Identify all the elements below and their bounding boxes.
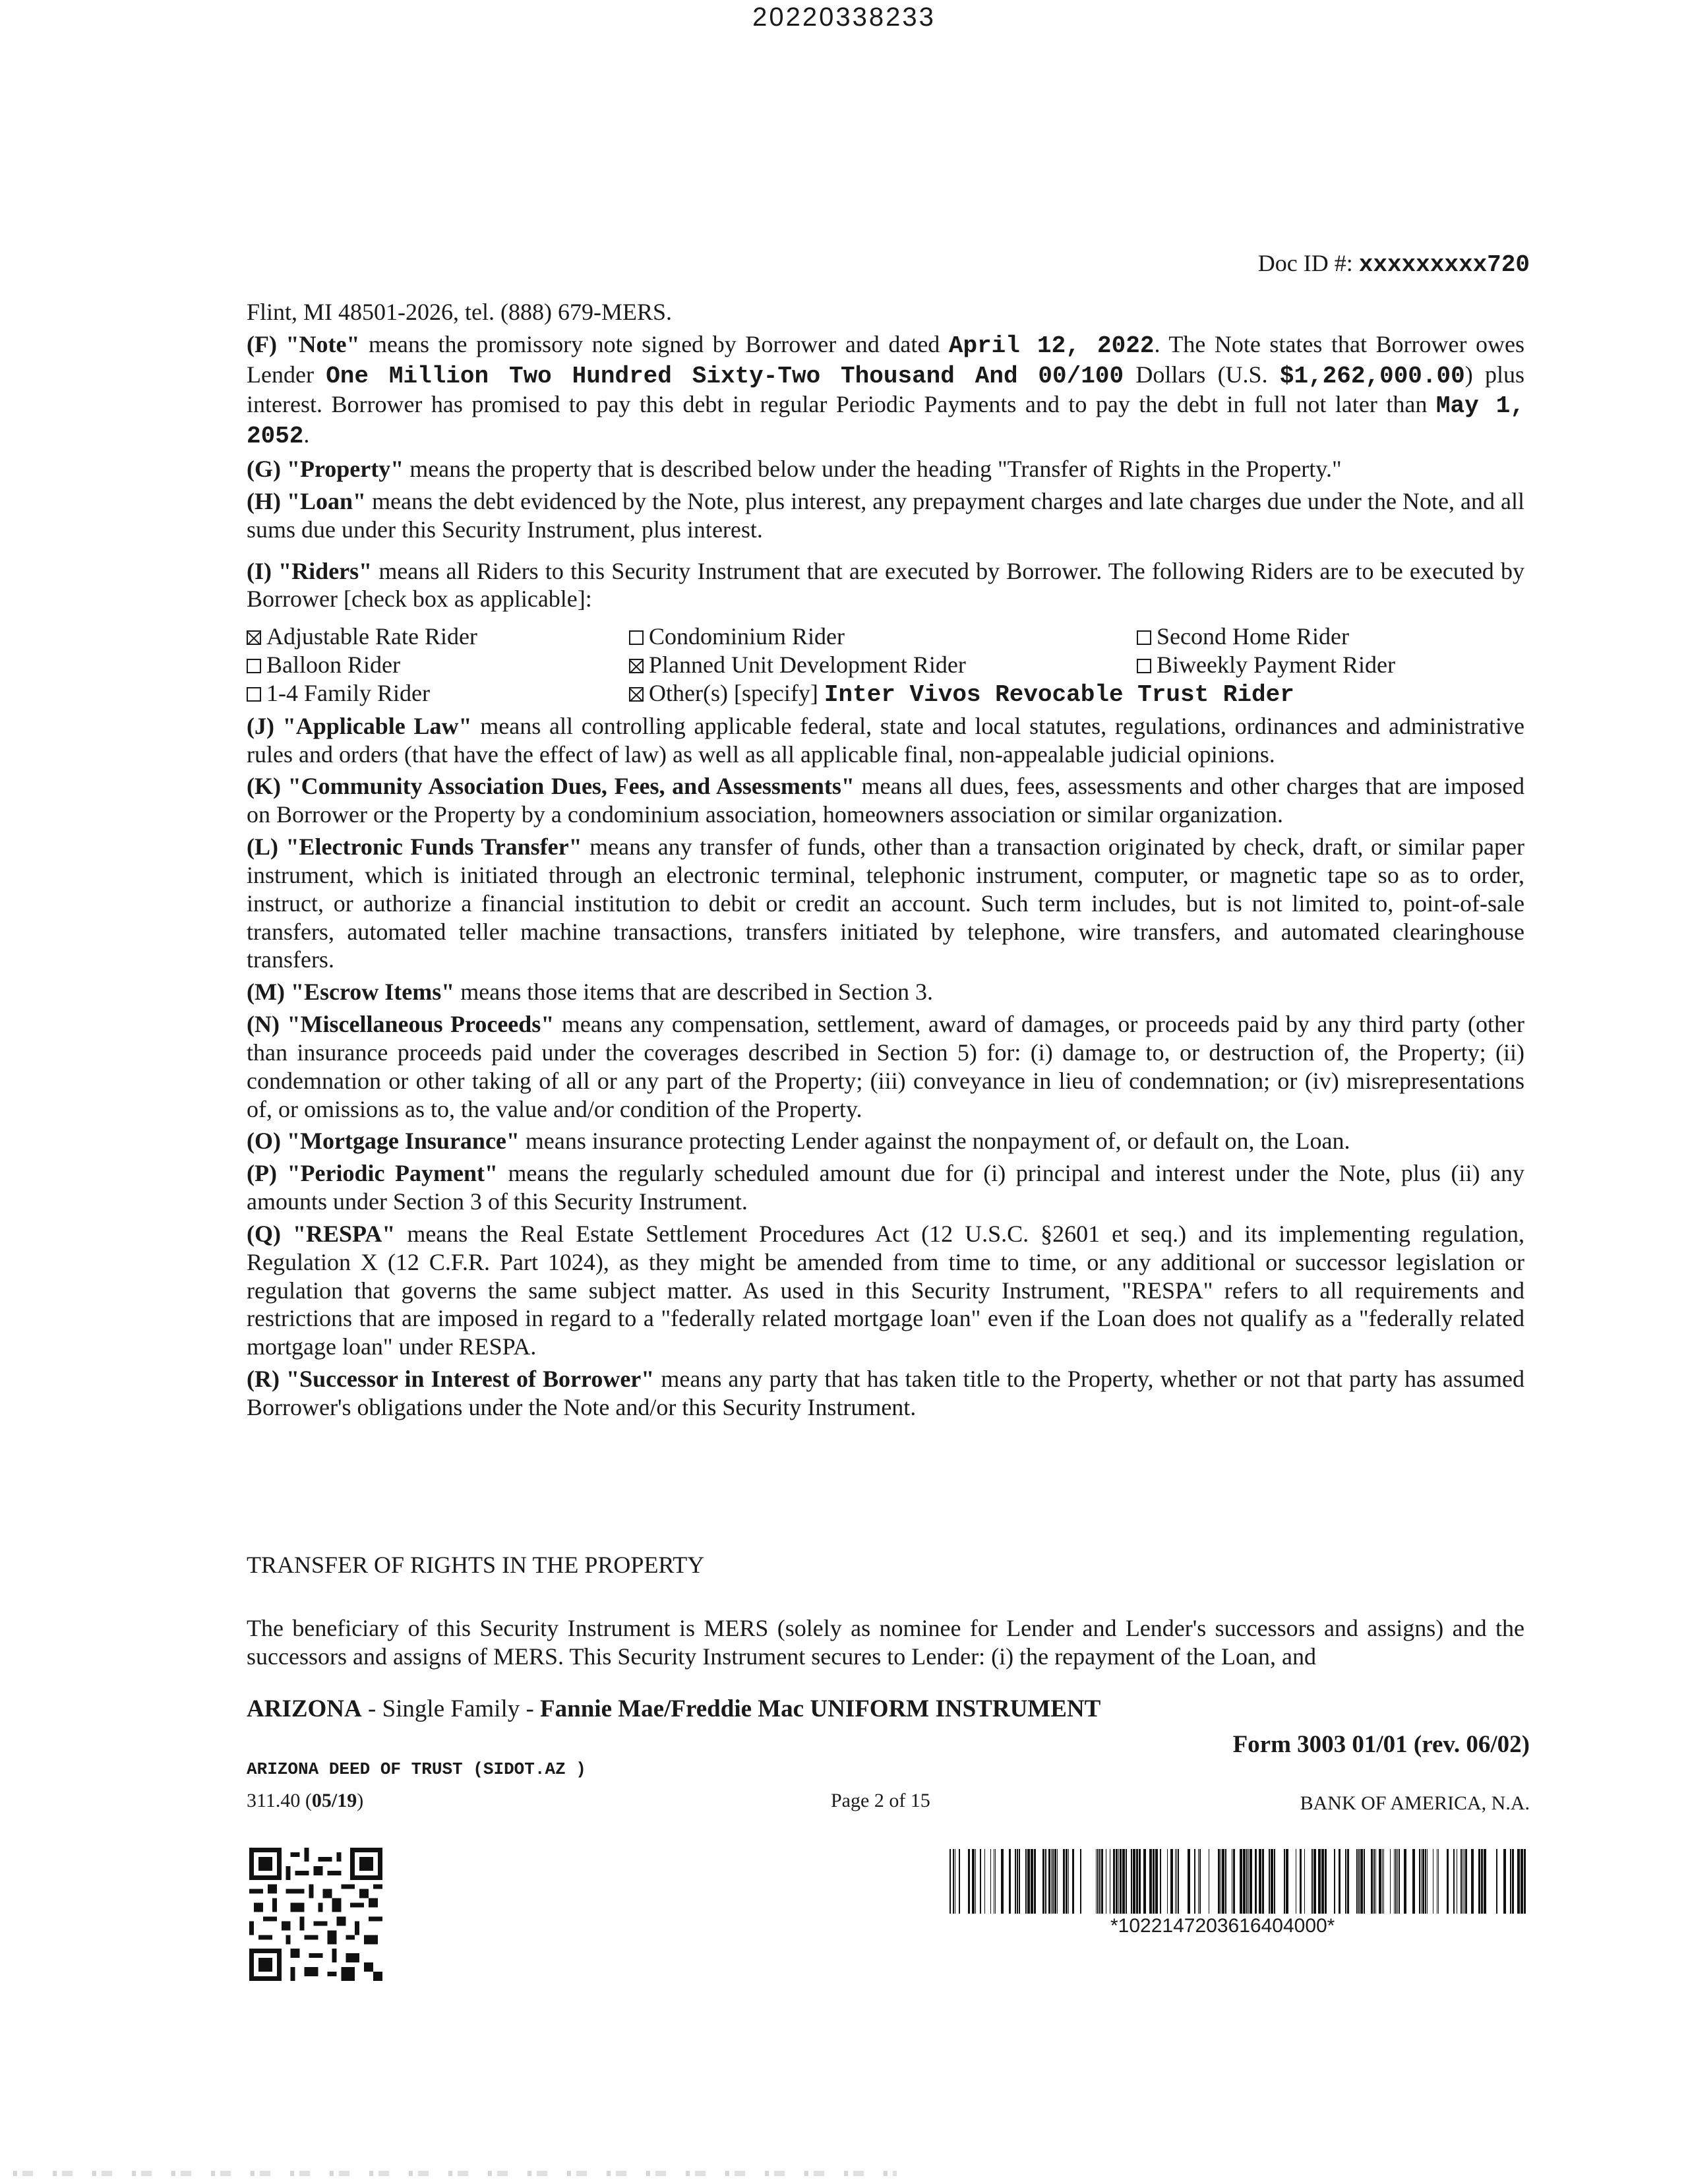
barcode-bar <box>1194 1849 1195 1914</box>
barcode-bar <box>1318 1849 1321 1914</box>
barcode-bar <box>1240 1849 1242 1914</box>
rider-label: Biweekly Payment Rider <box>1157 652 1395 679</box>
barcode-bar <box>1465 1849 1467 1914</box>
barcode-bar <box>1045 1849 1046 1914</box>
barcode-bar <box>1382 1849 1383 1914</box>
barcode-bar <box>1218 1849 1220 1914</box>
form-sep: - Single Family - <box>361 1695 541 1722</box>
barcode-bar <box>1478 1849 1480 1914</box>
barcode-bar <box>1160 1849 1161 1914</box>
barcode-bar <box>1517 1849 1520 1914</box>
barcode-bar <box>1176 1849 1177 1914</box>
checkbox-icon[interactable] <box>1137 630 1151 645</box>
checkbox-icon[interactable] <box>247 659 261 673</box>
form-code-rev: 05/19 <box>311 1790 357 1811</box>
barcode-bar <box>1255 1849 1257 1914</box>
qr-code-icon <box>249 1848 382 1981</box>
barcode-bar <box>1051 1849 1052 1914</box>
barcode-bar <box>1371 1849 1373 1914</box>
barcode-bar <box>1126 1849 1127 1914</box>
note-date: April 12, 2022 <box>948 332 1155 359</box>
barcode-bar <box>975 1849 976 1914</box>
checkbox-icon[interactable] <box>247 630 261 645</box>
barcode-bar <box>1116 1849 1118 1914</box>
riders-checklist <box>247 622 1524 709</box>
barcode-bar <box>1313 1849 1316 1914</box>
definition-m <box>247 978 1524 1006</box>
barcode-bar <box>1311 1849 1313 1914</box>
term-riders: (I) "Riders" <box>247 557 373 584</box>
barcode-bar <box>968 1849 970 1914</box>
barcode-bar <box>1274 1849 1275 1914</box>
barcode-bar <box>1199 1849 1201 1914</box>
barcode-bar <box>1246 1849 1248 1914</box>
rider-condominium <box>629 622 1137 651</box>
barcode-bar <box>1153 1849 1155 1914</box>
barcode-bar <box>1383 1849 1384 1914</box>
term-miscellaneous-proceeds: (N) "Miscellaneous Proceeds" <box>247 1011 555 1038</box>
barcode-bar <box>1068 1849 1069 1914</box>
rider-other-value: Inter Vivos Revocable Trust Rider <box>824 681 1294 708</box>
barcode-bar <box>1048 1849 1050 1914</box>
barcode-bar <box>1447 1849 1449 1914</box>
loan-amount: $1,262,000.00 <box>1279 362 1465 390</box>
rider-balloon <box>247 651 629 679</box>
barcode-bar <box>1395 1849 1397 1914</box>
barcode-bar <box>1364 1849 1365 1914</box>
rider-label: Balloon Rider <box>266 652 400 679</box>
barcode-bar <box>1347 1849 1349 1914</box>
barcode-bar <box>1524 1849 1526 1914</box>
barcode-bar <box>1438 1849 1439 1914</box>
barcode-bar <box>1248 1849 1249 1914</box>
definition-r <box>247 1365 1524 1422</box>
form-code-prefix: 311.40 ( <box>247 1790 312 1811</box>
barcode-bar <box>1510 1849 1511 1914</box>
barcode-bar <box>1397 1849 1398 1914</box>
checkbox-icon[interactable] <box>629 687 644 702</box>
term-note: (F) "Note" <box>247 330 360 357</box>
barcode-bar <box>1009 1849 1011 1914</box>
term-escrow-items: (M) "Escrow Items" <box>247 979 455 1006</box>
term-periodic-payment: (P) "Periodic Payment" <box>247 1160 498 1187</box>
form-state: ARIZONA <box>247 1695 362 1722</box>
barcode-bar <box>1131 1849 1132 1914</box>
barcode-number: *1022147203616404000* <box>1110 1915 1335 1937</box>
barcode-bar <box>1339 1849 1341 1914</box>
barcode-bar <box>990 1849 991 1914</box>
barcode-bar <box>1358 1849 1360 1914</box>
definition-h-text: means the debt evidenced by the Note, plus interest, any prepayment charges and late charges due under the Note, and all sums due under this Security Instrument, plus interest. <box>247 487 1524 543</box>
barcode-bar <box>1198 1849 1199 1914</box>
term-electronic-funds-transfer: (L) "Electronic Funds Transfer" <box>247 834 582 861</box>
barcode-bar <box>1394 1849 1395 1914</box>
term-applicable-law: (J) "Applicable Law" <box>247 712 472 739</box>
checkbox-icon[interactable] <box>247 687 261 702</box>
barcode-bar <box>1284 1849 1285 1914</box>
barcode-bar <box>1057 1849 1058 1914</box>
barcode-bar <box>1356 1849 1358 1914</box>
barcode-bar <box>1419 1849 1420 1914</box>
term-property: (G) "Property" <box>247 456 404 483</box>
rider-pud <box>629 651 1137 679</box>
definition-p <box>247 1159 1524 1216</box>
term-community-association: (K) "Community Association Dues, Fees, and Assessments" <box>247 773 855 800</box>
rider-label: Second Home Rider <box>1157 623 1349 650</box>
definition-m-text: means those items that are described in Section 3. <box>454 979 934 1006</box>
barcode-bar <box>1512 1849 1514 1914</box>
barcode-bar <box>1120 1849 1122 1914</box>
barcode-bar <box>1345 1849 1346 1914</box>
barcode-bar <box>1052 1849 1054 1914</box>
barcode-bar <box>1422 1849 1424 1914</box>
barcode-bar <box>950 1849 951 1914</box>
barcode-bar <box>1099 1849 1100 1914</box>
barcode-bar <box>1325 1849 1327 1914</box>
definition-j-text: means all controlling applicable federal, state and local statutes, regulations, ordinances and administrative rules and orders (that have the effect of law) as well as all applicable final, non-appealable judicial opinions. <box>247 712 1524 768</box>
barcode-bar <box>1143 1849 1146 1914</box>
barcode-bar <box>1484 1849 1486 1914</box>
barcode-bar <box>1399 1849 1400 1914</box>
barcode-bar <box>1034 1849 1036 1914</box>
loan-amount-words: One Million Two Hundred Sixty-Two Thousand And 00/100 <box>326 362 1124 390</box>
barcode-bar <box>1304 1849 1305 1914</box>
barcode-bar <box>1461 1849 1462 1914</box>
doc-id-value: xxxxxxxxx720 <box>1358 251 1530 278</box>
barcode-bar <box>1233 1849 1235 1914</box>
barcode-bar <box>1360 1849 1363 1914</box>
barcode-bar <box>953 1849 954 1914</box>
definition-f-text-4: ) plus interest. Borrower has promised to pay this debt in regular Periodic Payments and to pay the debt in full not later than <box>247 361 1524 418</box>
barcode-bar <box>959 1849 960 1914</box>
definition-l <box>247 833 1524 974</box>
definition-h <box>247 487 1524 544</box>
barcode-bar <box>1300 1849 1302 1914</box>
barcode-bar <box>1496 1849 1497 1914</box>
barcode-bar <box>1019 1849 1020 1914</box>
barcode-bar <box>1503 1849 1506 1914</box>
barcode-bar <box>1286 1849 1288 1914</box>
rider-label: Other(s) [specify] <box>649 679 818 706</box>
definition-l-text: means any transfer of funds, other than a transaction originated by check, draft, or similar paper instrument, which is initiated through an electronic terminal, telephonic instrument, computer, or magnetic tape so as to order, instruct, or authorize a financial institution to debit or credit an account. Such term includes, but is not limited to, point-of-sale transfers, automated teller machine transactions, transfers initiated by telephone, wire transfers, and automated clearinghouse transfers. <box>247 834 1524 973</box>
barcode-bar <box>1072 1849 1074 1914</box>
doc-id <box>1258 249 1530 278</box>
rider-biweekly <box>1137 651 1524 679</box>
checkbox-icon[interactable] <box>629 659 644 673</box>
barcode-bar <box>1412 1849 1415 1914</box>
definition-g <box>247 455 1524 483</box>
checkbox-icon[interactable] <box>1137 659 1151 673</box>
definition-r-text: means any party that has taken title to the Property, whether or not that party has assumed Borrower's obligations under the Note and/or this Security Instrument. <box>247 1365 1524 1420</box>
bank-name: BANK OF AMERICA, N.A. <box>1300 1792 1530 1814</box>
barcode-bar <box>1373 1849 1375 1914</box>
barcode-bar <box>1243 1849 1246 1914</box>
barcode-bar <box>1066 1849 1068 1914</box>
intro-line: Flint, MI 48501-2026, tel. (888) 679-MERS. <box>247 299 672 325</box>
barcode-bar <box>1259 1849 1261 1914</box>
barcode-bars <box>950 1849 1527 1914</box>
definition-j <box>247 712 1524 769</box>
form-code-end: ) <box>357 1790 364 1811</box>
definition-k-text: means all dues, fees, assessments and other charges that are imposed on Borrower or the Property by a condominium association, homeowners association or similar organization. <box>247 773 1524 828</box>
barcode-bar <box>1427 1849 1428 1914</box>
term-loan: (H) "Loan" <box>247 487 367 514</box>
barcode-bar <box>1379 1849 1381 1914</box>
barcode-bar <box>1481 1849 1483 1914</box>
barcode-bar <box>1334 1849 1335 1914</box>
barcode-bar <box>1080 1849 1081 1914</box>
form-name: Fannie Mae/Freddie Mac UNIFORM INSTRUMENT <box>540 1695 1101 1722</box>
barcode-bar <box>1118 1849 1119 1914</box>
definition-o <box>247 1127 1524 1155</box>
rider-adjustable-rate <box>247 622 629 651</box>
barcode-bar <box>1250 1849 1252 1914</box>
definition-i-text: means all Riders to this Security Instrument that are executed by Borrower. The following Riders are to be executed by Borrower [check box as applicable]: <box>247 557 1524 613</box>
definition-n-text: means any compensation, settlement, award of damages, or proceeds paid by any third party (other than insurance proceeds paid under the coverages described in Section 5) for: (i) damage to, or destruction of, the Property; (ii) condemnation or other taking of all or any part of the Property; (iii) conveyance in lieu of condemnation; or (iv) misrepresentations of, or omissions as to, the value and/or condition of the Property. <box>247 1011 1525 1122</box>
barcode-bar <box>1139 1849 1141 1914</box>
barcode-bar <box>1425 1849 1426 1914</box>
barcode-bar <box>1271 1849 1273 1914</box>
maturity-date: May 1, 2052 <box>247 392 1524 450</box>
definition-q-text: means the Real Estate Settlement Procedures Act (12 U.S.C. §2601 et seq.) and its implementing regulation, Regulation X (12 C.F.R. Part 1024), as they might be amended from time to time, or any additional or successor legislation or regulation that governs the same subject matter. As used in this Security Instrument, "RESPA" refers to all requirements and restrictions that are imposed in regard to a "federally related mortgage loan" even if the Loan does not qualify as a "federally related mortgage loan" under RESPA. <box>247 1220 1524 1360</box>
barcode-bar <box>1375 1849 1376 1914</box>
barcode-bar <box>1390 1849 1391 1914</box>
form-code <box>247 1790 363 1812</box>
rider-label: 1-4 Family Rider <box>266 679 430 706</box>
form-line <box>247 1695 1100 1723</box>
definitions-body <box>247 298 1524 1426</box>
barcode-bar <box>1122 1849 1125 1914</box>
recording-number: 20220338233 <box>752 3 936 32</box>
barcode-bar <box>1113 1849 1115 1914</box>
rider-label: Condominium Rider <box>649 623 845 650</box>
barcode-bar <box>1101 1849 1103 1914</box>
page-number: Page 2 of 15 <box>831 1790 930 1811</box>
barcode-bar <box>1471 1849 1474 1914</box>
barcode-bar <box>1054 1849 1056 1914</box>
definition-g-text: means the property that is described below under the heading "Transfer of Rights in the Property." <box>404 456 1342 483</box>
checkbox-icon[interactable] <box>629 630 644 645</box>
rider-second-home <box>1137 622 1524 651</box>
definition-f-text-3: Dollars (U.S. <box>1124 361 1280 388</box>
barcode-bar <box>1133 1849 1135 1914</box>
barcode-bar <box>1404 1849 1406 1914</box>
barcode-bar <box>1167 1849 1168 1914</box>
barcode-bar <box>1017 1849 1018 1914</box>
barcode-bar <box>1149 1849 1152 1914</box>
rider-label: Adjustable Rate Rider <box>266 623 477 650</box>
barcode-bar <box>1262 1849 1264 1914</box>
definition-p-text: means the regularly scheduled amount due for (i) principal and interest under the Note, plus (ii) any amounts under Section 3 of this Security Instrument. <box>247 1160 1525 1215</box>
barcode-bar <box>1321 1849 1324 1914</box>
definition-f <box>247 330 1524 451</box>
barcode-bar <box>980 1849 981 1914</box>
barcode-bar <box>1178 1849 1179 1914</box>
transfer-heading: TRANSFER OF RIGHTS IN THE PROPERTY <box>247 1552 705 1578</box>
barcode-bar <box>995 1849 996 1914</box>
barcode-bar <box>1027 1849 1030 1914</box>
barcode-bar <box>972 1849 975 1914</box>
term-respa: (Q) "RESPA" <box>247 1220 396 1247</box>
barcode-bar <box>1155 1849 1158 1914</box>
doc-id-label: Doc ID #: <box>1257 250 1353 276</box>
definition-f-text-5: . <box>303 421 310 448</box>
barcode-bar <box>1025 1849 1027 1914</box>
barcode-bar <box>1097 1849 1099 1914</box>
term-mortgage-insurance: (O) "Mortgage Insurance" <box>247 1128 520 1155</box>
barcode-bar <box>1170 1849 1173 1914</box>
definition-f-text-2: . The Note states that Borrower owes Lender <box>247 330 1525 388</box>
definition-n <box>247 1010 1524 1123</box>
transfer-paragraph: The beneficiary of this Security Instrument is MERS (solely as nominee for Lender and Lender's successors and assigns) and the successors and assigns of MERS. This Security Instrument secures to Lender: (i) the repayment of the Loan, and <box>247 1615 1524 1670</box>
barcode-bar <box>1136 1849 1138 1914</box>
barcode-bar <box>1063 1849 1065 1914</box>
form-number: Form 3003 01/01 (rev. 06/02) <box>1232 1731 1530 1758</box>
barcode-bar <box>1175 1849 1176 1914</box>
barcode-bar <box>1269 1849 1270 1914</box>
definition-q <box>247 1220 1524 1361</box>
rider-label: Planned Unit Development Rider <box>649 652 966 679</box>
barcode-icon <box>950 1849 1527 1914</box>
scan-artifact <box>13 2171 897 2176</box>
barcode-bar <box>1222 1849 1224 1914</box>
definition-o-text: means insurance protecting Lender against the nonpayment of, or default on, the Loan. <box>519 1128 1350 1155</box>
barcode-bar <box>1453 1849 1455 1914</box>
definition-i <box>247 557 1524 614</box>
barcode-bar <box>1096 1849 1097 1914</box>
barcode-bar <box>1031 1849 1033 1914</box>
barcode-bar <box>1225 1849 1226 1914</box>
barcode-bar <box>1042 1849 1044 1914</box>
definition-k <box>247 772 1524 829</box>
barcode-bar <box>1421 1849 1422 1914</box>
barcode-bar <box>1001 1849 1004 1914</box>
barcode-bar <box>1015 1849 1016 1914</box>
rider-other <box>629 679 1524 710</box>
definition-f-text-1: means the promissory note signed by Borrower and dated <box>359 330 949 357</box>
rider-one-four-family <box>247 679 629 710</box>
barcode-bar <box>1521 1849 1523 1914</box>
barcode-bar <box>984 1849 985 1914</box>
barcode-bar <box>1188 1849 1190 1914</box>
term-successor-in-interest: (R) "Successor in Interest of Borrower" <box>247 1365 655 1392</box>
barcode-bar <box>1462 1849 1463 1914</box>
sidot-label: ARIZONA DEED OF TRUST (SIDOT.AZ ) <box>247 1759 586 1779</box>
